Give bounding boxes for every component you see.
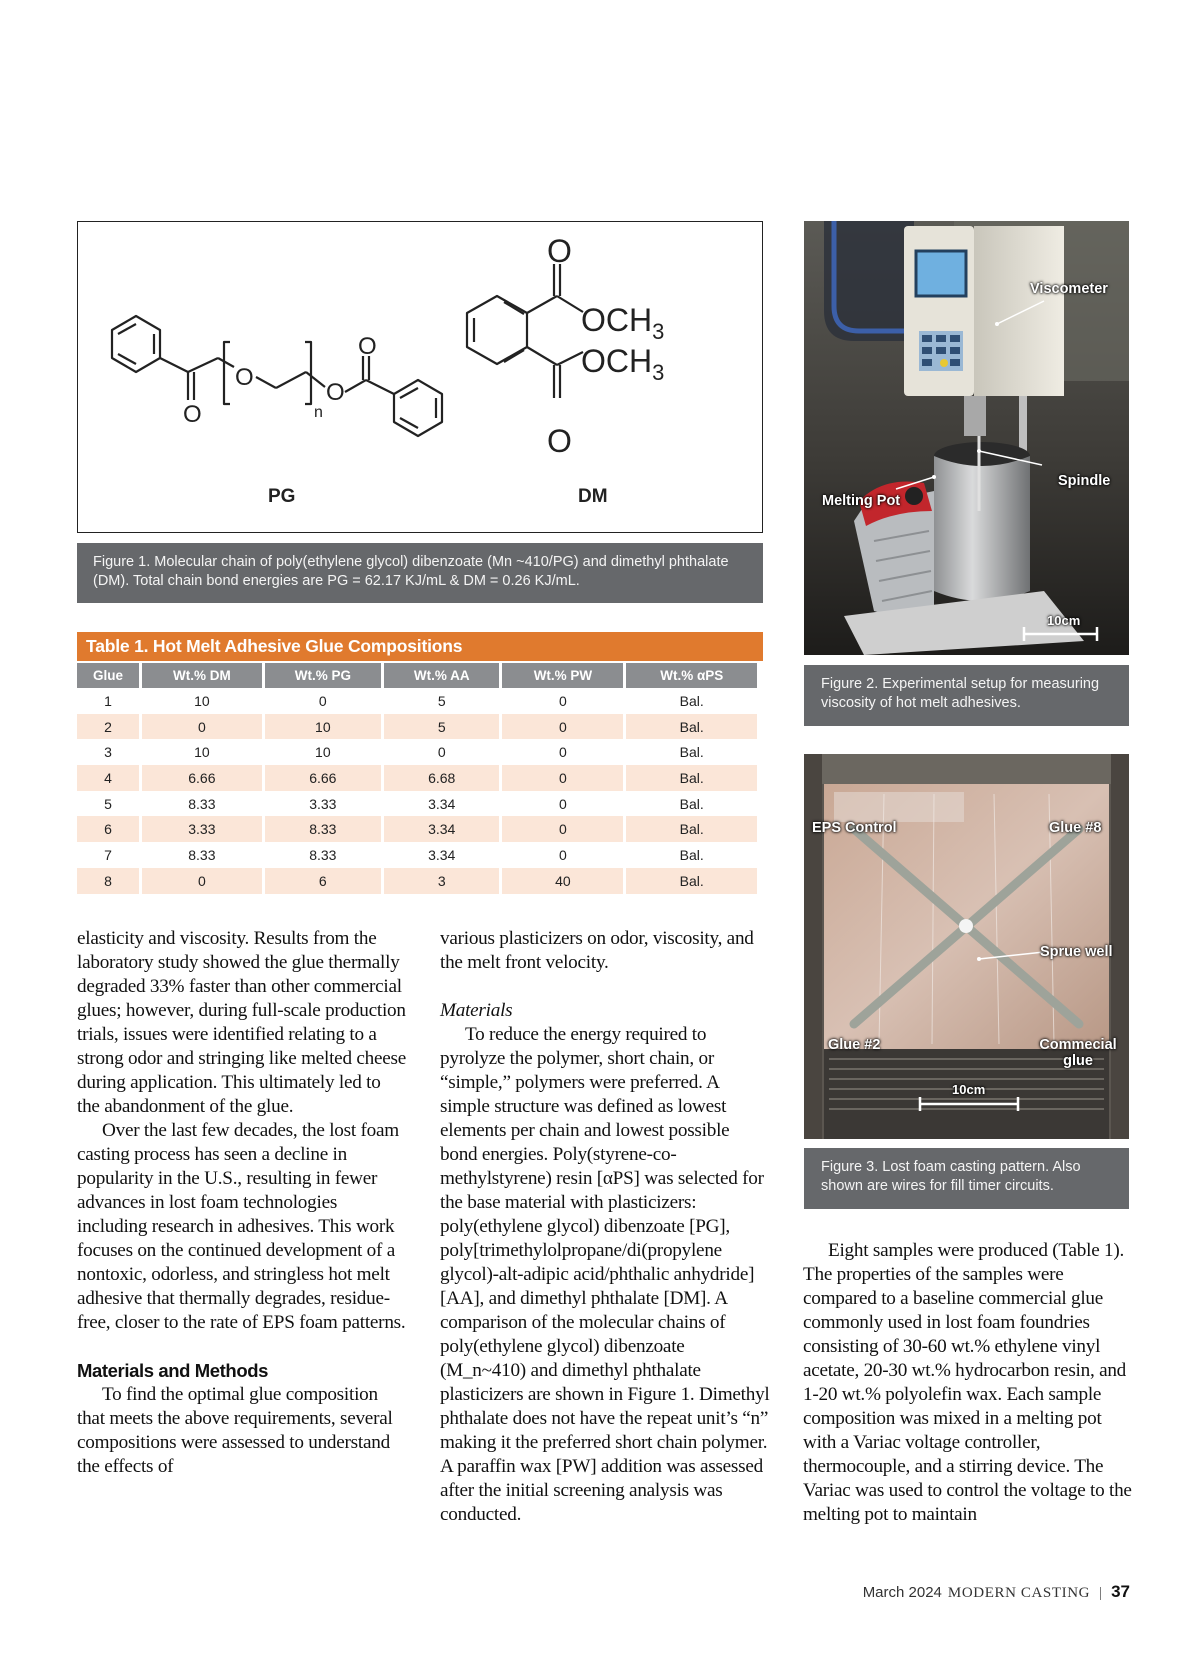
table-cell: 10 [194,692,210,709]
footer-separator: | [1099,1585,1103,1601]
table-cell: 0 [437,744,446,761]
paragraph: Over the last few decades, the lost foam casting process has seen a decline in popularity in the U.S., resulting in fewer advances in lost foam technologies including research in adhesives. This work focuses on the continued development of a nontoxic, odorless, and stringless hot melt adhesive that thermally degrades, residue-free, closer to the rate of EPS foam patterns. [77,1120,406,1333]
col-header-pg: Wt.% PG [265,663,381,688]
table-cell: 8.33 [188,795,216,812]
och3-bottom-label: $OCH_3$ [581,343,665,385]
table-cell: 0 [142,714,262,740]
table-cell: 7 [104,846,112,863]
label-eps-control: EPS Control [812,820,897,836]
pg-ether-o-label: O [235,364,254,391]
table-1-title: Table 1. Hot Melt Adhesive Glue Compositions [77,632,763,661]
paragraph: To reduce the energy required to pyrolyze the polymer, short chain, or “simple,” polymers were preferred. A simple structure was defined as lowest elements per chain and lowest possible bond energies. Poly(styrene-co-methylstyrene) resin [αPS] was selected for the base material with plasticizers: poly(ethylene glycol) dibenzoate [PG], poly[trimethylolpropane/di(propylene glycol)-alt-adipic acid/phthalic anhydride] [AA], and dimethyl phthalate [DM]. A comparison of the molecular chains of poly(ethylene glycol) dibenzoate (M_n~410) and dimethyl phthalate plasticizers are shown in Figure 1. Dimethyl phthalate does not have the repeat unit’s “n” making it the preferred short chain polymer. A paraffin wax [PW] addition was assessed after the initial screening analysis was conducted. [440,1024,770,1525]
table-cell: 3.34 [428,846,456,863]
label-glue-2: Glue #2 [828,1037,881,1053]
table-cell: Bal. [679,846,704,863]
text-column-3 [803,1239,1133,1527]
table-cell: 6.66 [142,765,262,791]
page-footer [700,1582,1130,1602]
text-column-2 [440,927,770,1527]
label-spindle: Spindle [1058,473,1111,489]
table-cell: 8 [77,868,139,894]
table-cell: 6 [265,868,381,894]
table-cell: 5 [104,795,112,812]
table-cell: 0 [559,846,567,863]
molecular-structures-diagram [78,222,764,534]
label-sprue-well: Sprue well [1040,944,1113,960]
pg-carbonyl-o-label: O [183,401,202,428]
table-cell: 0 [502,816,623,842]
footer-magazine: MODERN CASTING [947,1585,1091,1601]
col-header-pw: Wt.% PW [502,663,623,688]
paragraph: Eight samples were produced (Table 1). The properties of the samples were compared to a baseline commercial glue commonly used in lost foam foundries consisting of 30-60 wt.% ethylene vinyl acetate, 20-30 wt.% hydrocarbon resin, and 1-20 wt.% polyolefin wax. Each sample composition was mixed in a melting pot with a Variac voltage controller, thermocouple, and a stirring device. The Variac was used to control the voltage to the melting pot to maintain [803,1240,1132,1525]
table-cell: 0 [502,765,623,791]
table-cell: 10 [315,744,331,761]
table-cell: Bal. [679,692,704,709]
pg-label: PG [268,486,296,507]
table-cell: Bal. [679,795,704,812]
table-cell: 8.33 [309,846,337,863]
table-cell: 10 [265,714,381,740]
table-cell: 0 [559,744,567,761]
table-cell: 0 [502,714,623,740]
label-melting-pot: Melting Pot [822,493,901,509]
pg-carbonyl-o2-label: O [358,333,377,360]
col-header-aps: Wt.% αPS [626,663,757,688]
table-cell: 1 [104,692,112,709]
label-scale-2: 10cm [1047,613,1081,628]
table-cell: 3 [384,868,499,894]
table-cell: 10 [194,744,210,761]
table-cell: 8.33 [188,846,216,863]
pg-ester-o-label: O [326,379,345,406]
table-row [77,791,757,817]
col-header-glue: Glue [77,663,139,688]
text-column-1 [77,927,407,1479]
table-row [77,739,757,765]
table-cell: 5 [384,714,499,740]
table-cell: Bal. [626,765,757,791]
subsection-heading-materials: Materials [440,1000,513,1021]
table-cell: 40 [502,868,623,894]
table-header-row [77,663,757,688]
table-1 [74,663,760,894]
figure-2-caption: Figure 2. Experimental setup for measuring viscosity of hot melt adhesives. [804,665,1129,726]
col-header-aa: Wt.% AA [384,663,499,688]
label-glue-8: Glue #8 [1049,820,1102,836]
table-row [77,714,757,740]
repeat-n-label: n [314,404,323,421]
table-row [77,765,757,791]
table-cell: Bal. [679,744,704,761]
figure-3-photo [804,754,1129,1139]
figure-2-photo [804,221,1129,655]
page-number: 37 [1111,1582,1130,1601]
table-cell: 4 [77,765,139,791]
table-cell: 3 [104,744,112,761]
figure-1-caption: Figure 1. Molecular chain of poly(ethylene glycol) dibenzoate (Mn ~410/PG) and dimethyl phthalate (DM). Total chain bond energies are PG = 62.17 KJ/mL & DM = 0.26 KJ/mL. [77,543,763,603]
table-cell: 0 [318,692,327,709]
table-row [77,816,757,842]
table-cell: Bal. [626,714,757,740]
paragraph: various plasticizers on odor, viscosity, and the melt front velocity. [440,928,754,973]
dm-carbonyl-o-top: O [547,233,572,269]
dm-label: DM [578,486,608,507]
table-cell: Bal. [626,816,757,842]
dm-carbonyl-o-bottom: O [547,423,572,459]
table-cell: 3.34 [428,795,456,812]
table-cell: 6.66 [265,765,381,791]
section-heading-materials-methods: Materials and Methods [77,1360,269,1381]
och3-top-label: $OCH_3$ [581,302,665,344]
paragraph: To find the optimal glue composition that meets the above requirements, several compositions were assessed to understand the effects of [77,1384,393,1477]
table-cell: 0 [142,868,262,894]
table-cell: 2 [77,714,139,740]
table-cell: 0 [559,692,567,709]
table-cell: 3.33 [309,795,337,812]
table-row [77,842,757,868]
table-cell: Bal. [626,868,757,894]
table-row [77,868,757,894]
table-cell: 6 [77,816,139,842]
table-row [77,688,757,714]
label-commercial-glue: Commecial glue [1039,1037,1117,1069]
paragraph: elasticity and viscosity. Results from the laboratory study showed the glue thermally degraded 33% faster than other commercial glues; however, during full-scale production trials, issues were identified relating to a strong odor and stringing like melted cheese during application. This ultimately led to the abandonment of the glue. [77,928,406,1117]
figure-3-caption: Figure 3. Lost foam casting pattern. Also shown are wires for fill timer circuits. [804,1148,1129,1209]
col-header-dm: Wt.% DM [142,663,262,688]
table-cell: 3.33 [142,816,262,842]
table-cell: 3.34 [384,816,499,842]
table-cell: 0 [559,795,567,812]
table-cell: 8.33 [265,816,381,842]
table-cell: 5 [437,692,446,709]
label-viscometer: Viscometer [1030,281,1108,297]
label-scale-3: 10cm [952,1082,986,1097]
figure-1-structures [77,221,763,533]
footer-date: March 2024 [862,1584,942,1601]
table-cell: 6.68 [384,765,499,791]
